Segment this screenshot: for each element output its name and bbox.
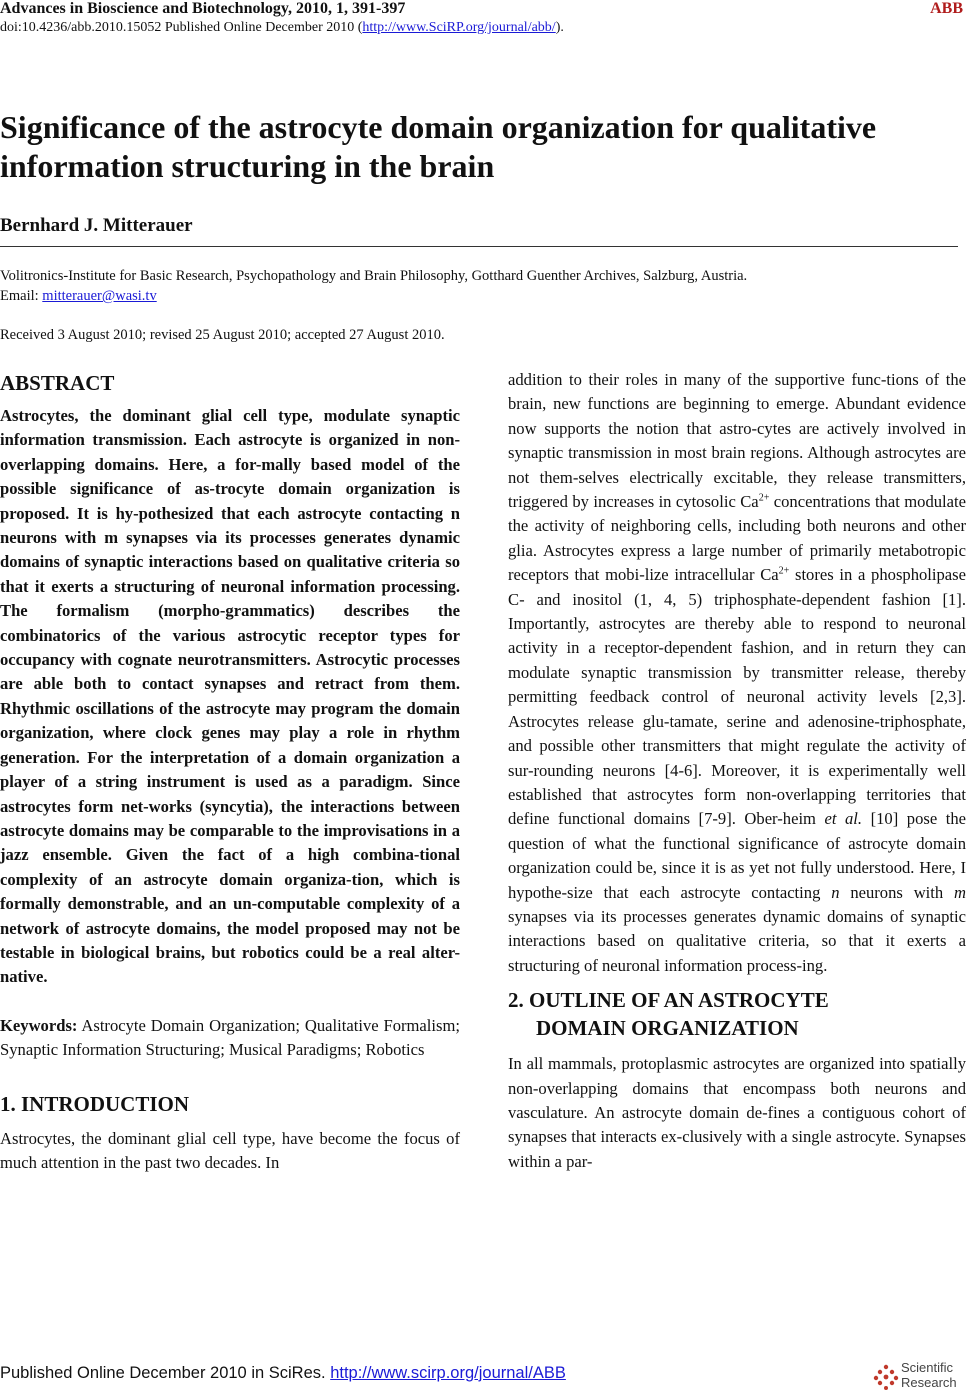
right-column bbox=[508, 368, 966, 1174]
author-name: Bernhard J. Mitterauer bbox=[0, 215, 193, 236]
email-line bbox=[0, 286, 960, 306]
journal-citation: Advances in Bioscience and Biotechnology, 2010, 1, 391-397 bbox=[0, 0, 406, 17]
intro-text-left: Astrocytes, the dominant glial cell type, have become the focus of much attention in the past two decades. In bbox=[0, 1128, 460, 1172]
abstract-text: Astrocytes, the dominant glial cell type, modulate synaptic information transmission. Each astrocyte is organized in non-overlapping domains. Here, a for-mally based model of the possible significance of as-trocyte domain organization is proposed. It is hy-pothesized that each astrocyte contacting n neurons with m synapses via its processes generates dynamic domains of synaptic interactions based on qualitative criteria so that it exerts a structuring of neuronal information processing. The formalism (morpho-grammatics) describes the combinatorics of the various astrocytic receptor types for occupancy with cognate neurotransmitters. Astrocytic processes are able both to contact synapses and retract from them. Rhythmic oscillations of the astrocyte may program the domain organization, where clock genes may play a role in rhythm generation. For the interpretation of a domain organization a player of a string instrument is used as a paradigm. Since astrocytes form net-works (syncytia), the interactions between astrocyte domains may be comparable to the improvisations in a jazz ensemble. Given the fact of a high combina-tional complexity of an astrocyte domain organiza-tion, which is formally demonstrable, and an un-computable complexity of a network of astrocyte domains, the model proposed may not be testable in biological brains, but robotics could be a real alter-native. bbox=[0, 406, 460, 987]
section2-heading bbox=[508, 986, 966, 1042]
affiliation-block bbox=[0, 266, 960, 306]
section2-text: In all mammals, protoplasmic astrocytes are organized into spatially non-overlapping domains that encompass both neurons and vasculature. An astrocyte domain de-fines a contiguous cohort of synapses that interacts ex-clusively with a single astrocyte. Synapses within a par- bbox=[508, 1054, 966, 1171]
intro-part-d: [10] pose the question of what the functional significance of astrocyte domain organization could be, since it is as yet not fully understood. Here, I hypothe-size that each astrocyte contacting bbox=[508, 809, 967, 902]
doi-prefix: doi:10.4236/abb.2010.15052 Published Online December 2010 ( bbox=[0, 20, 363, 35]
logo-text bbox=[901, 1360, 957, 1390]
keywords-label: Keywords: bbox=[0, 1015, 78, 1035]
footer-text: Published Online December 2010 in SciRes. bbox=[0, 1364, 331, 1382]
logo-dots-icon bbox=[873, 1364, 899, 1390]
logo-line2: Research bbox=[901, 1375, 957, 1390]
left-column bbox=[0, 368, 460, 1175]
title-divider bbox=[0, 246, 958, 247]
superscript-ca-2: 2+ bbox=[778, 565, 790, 577]
intro-heading: 1. INTRODUCTION bbox=[0, 1091, 190, 1116]
doi-line bbox=[0, 20, 564, 36]
intro-text-right bbox=[508, 368, 966, 978]
intro-part-e: neurons with bbox=[839, 882, 955, 902]
article-title: Significance of the astrocyte domain organization for qualitative information structuring in the brain bbox=[0, 109, 877, 184]
intro-part-c: stores in a phospholipase C- and inositol (1, 4, 5) triphosphate-dependent fashion [1]. Importantly, astrocytes are thereby able to respond to neuronal activity in a receptor-dependent fashion, and in return they can modulate synaptic transmission by transmitter release, thereby permitting feedback control of neuronal activity levels [2,3]. Astrocytes release glu-tamate, serine and adenosine-triphosphate, and possible other transmitters that might regulate the activity of sur-rounding neurons [4-6]. Moreover, it is experimentally well established that astrocytes form non-overlapping territories that define functional domains [7-9]. Ober-heim bbox=[508, 565, 967, 829]
var-n: n bbox=[831, 882, 840, 902]
section2-heading-line2: DOMAIN ORGANIZATION bbox=[536, 1016, 799, 1041]
var-m: m bbox=[954, 882, 966, 902]
footer bbox=[0, 1364, 566, 1383]
journal-abbrev: ABB bbox=[930, 0, 963, 17]
intro-part-b: concentrations that modulate the activity of neighboring cells, including both neurons and other glia. Astrocytes express a large number of primarily metabotropic receptors that mobi-lize intracellular Ca bbox=[508, 492, 966, 585]
keywords bbox=[0, 1014, 460, 1063]
journal-link[interactable]: http://www.SciRP.org/journal/abb/ bbox=[362, 20, 556, 35]
footer-link[interactable]: http://www.scirp.org/journal/ABB bbox=[330, 1364, 566, 1382]
doi-suffix: ). bbox=[555, 20, 564, 35]
email-link[interactable]: mitterauer@wasi.tv bbox=[42, 288, 157, 304]
superscript-ca: 2+ bbox=[758, 492, 770, 504]
affiliation: Volitronics-Institute for Basic Research, Psychopathology and Brain Philosophy, Gotthard Guenther Archives, Salzburg, Austria. bbox=[0, 268, 748, 284]
keywords-text: Astrocyte Domain Organization; Qualitative Formalism; Synaptic Information Structuring; Musical Paradigms; Robotics bbox=[0, 1015, 460, 1060]
section2-heading-line1: 2. OUTLINE OF AN ASTROCYTE bbox=[508, 988, 829, 1013]
received-dates: Received 3 August 2010; revised 25 August 2010; accepted 27 August 2010. bbox=[0, 327, 445, 343]
email-label: Email: bbox=[0, 288, 43, 304]
scientific-research-logo bbox=[873, 1360, 965, 1392]
et-al: et al. bbox=[824, 809, 863, 829]
logo-line1: Scientific bbox=[901, 1360, 954, 1375]
intro-part-f: synapses via its processes generates dynamic domains of synaptic interactions based on qualitative criteria, so that it exerts a structuring of neuronal information process-ing. bbox=[508, 906, 966, 975]
abstract-heading: ABSTRACT bbox=[0, 371, 115, 395]
intro-part-a: addition to their roles in many of the supportive func-tions of the brain, new functions are beginning to emerge. Abundant evidence now supports the notion that astro-cytes are actively involved in synaptic transmission in most brain regions. Although astrocytes are not them-selves electrically excitable, they release transmitters, triggered by increases in cytosolic Ca bbox=[508, 370, 966, 512]
